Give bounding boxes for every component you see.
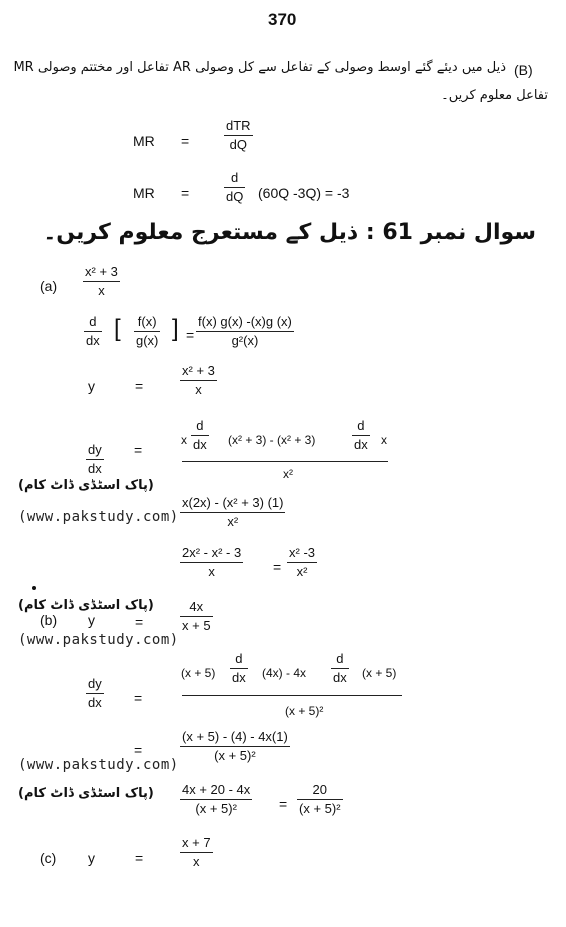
section-b-label: (B) — [514, 62, 533, 78]
watermark-urdu-2: (پاک اسٹڈی ڈاٹ کام) — [18, 598, 154, 613]
numerator: d — [235, 651, 243, 666]
denominator: dQ — [229, 137, 247, 152]
denominator: x + 5 — [182, 618, 211, 633]
part-b-step3 — [180, 781, 252, 818]
mr-eq-1: = — [181, 133, 190, 149]
part-a-label: (a) — [40, 278, 58, 294]
section-b-text-line2: تفاعل معلوم کریں۔ — [441, 88, 548, 103]
part-b-y-fraction — [180, 598, 213, 635]
denominator: x — [98, 283, 105, 298]
part-a-step1-d-dx-1 — [191, 417, 209, 454]
part-b-step1-den: (x + 5)² — [285, 704, 324, 718]
part-b-label: (b) — [40, 612, 58, 628]
quotient-rule-d-dx — [84, 313, 102, 350]
quotient-rule-f-over-g — [134, 313, 160, 350]
watermark-urdu-1: (پاک اسٹڈی ڈاٹ کام) — [18, 478, 154, 493]
left-bracket: [ — [114, 315, 121, 342]
part-b-step2 — [180, 728, 290, 765]
mr-lhs-1: MR — [133, 133, 155, 149]
numerator: x² + 3 — [85, 264, 118, 279]
dot-mark — [32, 586, 36, 590]
part-b-step1-b: (4x) - 4x — [262, 666, 307, 680]
section-b-text-line1: ذیل میں دیئے گئے اوسط وصولی کے تفاعل سے کل وصولی AR تفاعل اور مختتم وصولی MR — [13, 60, 506, 75]
numerator: 20 — [312, 782, 327, 797]
mr-lhs-2: MR — [133, 185, 155, 201]
part-a-step1-bar — [182, 461, 388, 462]
part-a-step2 — [180, 494, 285, 531]
denominator: dx — [88, 461, 102, 476]
denominator: x² — [296, 564, 308, 579]
numerator: d — [89, 314, 97, 329]
numerator: x² + 3 — [182, 363, 215, 378]
part-b-step1-a: (x + 5) — [181, 666, 216, 680]
part-c-y-label: y — [88, 850, 95, 866]
part-b-step1-bar — [182, 695, 402, 696]
quotient-rule-rhs — [196, 313, 294, 350]
watermark-url-3: (www.pakstudy.com) — [18, 757, 179, 773]
part-b-y-label: y — [88, 612, 95, 628]
part-a-derivative-eq: = — [134, 442, 143, 458]
part-a-step3-eq: = — [273, 559, 282, 575]
part-b-step1-c: (x + 5) — [362, 666, 397, 680]
part-a-step3 — [180, 544, 243, 581]
part-b-step1-d-dx-1 — [230, 650, 248, 687]
part-a-dy-dx — [86, 441, 104, 478]
denominator: g(x) — [136, 333, 159, 348]
part-a-step1-d-dx-2 — [352, 417, 370, 454]
watermark-url-1: (www.pakstudy.com) — [18, 509, 179, 525]
numerator: d — [196, 418, 204, 433]
numerator: d — [336, 651, 344, 666]
denominator: dx — [193, 437, 207, 452]
part-a-step1-x-end: x — [381, 433, 387, 447]
numerator: 4x — [189, 599, 204, 614]
part-b-step3-eq: = — [279, 796, 288, 812]
part-b-y-eq: = — [135, 614, 144, 630]
numerator: f(x) — [137, 314, 157, 329]
part-c-y-eq: = — [135, 850, 144, 866]
numerator: f(x) g(x) -(x)g (x) — [198, 314, 292, 329]
numerator: x² -3 — [289, 545, 315, 560]
part-a-y-label: y — [88, 378, 95, 394]
part-c-label: (c) — [40, 850, 57, 866]
watermark-url-2: (www.pakstudy.com) — [18, 632, 179, 648]
part-a-function — [83, 263, 120, 300]
numerator: d — [231, 170, 239, 185]
mr-fraction-1 — [224, 117, 253, 154]
part-b-dy-dx — [86, 675, 104, 712]
numerator: d — [357, 418, 365, 433]
numerator: x + 7 — [182, 835, 211, 850]
numerator: dTR — [226, 118, 251, 133]
part-c-y-fraction — [180, 834, 213, 871]
denominator: dx — [354, 437, 368, 452]
numerator: dy — [88, 442, 102, 457]
denominator: dx — [232, 670, 246, 685]
numerator: dy — [88, 676, 102, 691]
denominator: (x + 5)² — [214, 748, 256, 763]
numerator: 2x² - x² - 3 — [182, 545, 242, 560]
mr-expression-2: (60Q -3Q) = -3 — [258, 185, 350, 201]
part-a-step1-den: x² — [283, 467, 293, 481]
page-number: 370 — [268, 10, 297, 29]
part-a-y-fraction — [180, 362, 217, 399]
part-b-step3-result — [297, 781, 343, 818]
denominator: dQ — [226, 189, 244, 204]
part-a-step3-result — [287, 544, 317, 581]
mr-eq-2: = — [181, 185, 190, 201]
mr-fraction-2 — [224, 169, 245, 206]
denominator: x² — [227, 514, 239, 529]
watermark-urdu-3: (پاک اسٹڈی ڈاٹ کام) — [18, 786, 154, 801]
part-b-derivative-eq: = — [134, 690, 143, 706]
denominator: (x + 5)² — [299, 801, 341, 816]
part-b-step1-d-dx-2 — [331, 650, 349, 687]
part-a-step1-terms: (x² + 3) - (x² + 3) — [228, 433, 316, 447]
right-bracket: ] — [172, 315, 179, 342]
numerator: x(2x) - (x² + 3) (1) — [182, 495, 284, 510]
quotient-rule-eq: = — [186, 327, 195, 343]
numerator: 4x + 20 - 4x — [182, 782, 251, 797]
denominator: dx — [88, 695, 102, 710]
part-a-y-eq: = — [135, 378, 144, 394]
denominator: dx — [333, 670, 347, 685]
denominator: g²(x) — [231, 333, 259, 348]
denominator: x — [195, 382, 202, 397]
numerator: (x + 5) - (4) - 4x(1) — [182, 729, 288, 744]
denominator: (x + 5)² — [195, 801, 237, 816]
question-heading: سوال نمبر 61 : ذیل کے مستعرج معلوم کریں۔ — [43, 220, 536, 245]
part-a-step1-x: x — [181, 433, 187, 447]
denominator: dx — [86, 333, 100, 348]
denominator: x — [208, 564, 215, 579]
denominator: x — [193, 854, 200, 869]
part-b-step2-eq: = — [134, 742, 143, 758]
